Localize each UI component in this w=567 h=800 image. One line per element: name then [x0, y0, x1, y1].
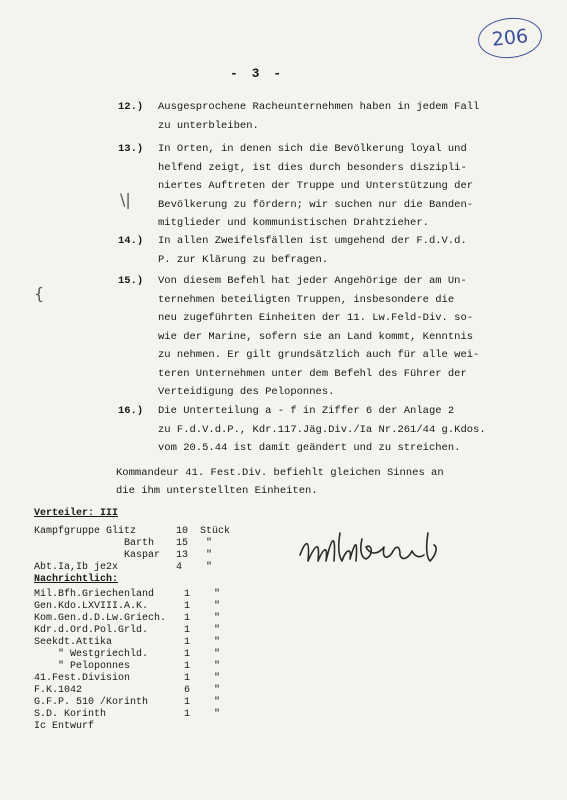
item-text — [158, 98, 518, 135]
item-text — [158, 232, 518, 269]
distribution-unit: " — [206, 538, 213, 549]
info-count: 1 — [184, 673, 191, 684]
info-name: Ic Entwurf — [34, 721, 95, 732]
info-unit: " — [214, 697, 221, 708]
item-line: Bevölkerung zu fördern; wir suchen nur die Banden- — [158, 198, 474, 211]
item-number: 16.) — [118, 405, 144, 417]
item-text — [158, 140, 518, 233]
distribution-header: Verteiler: III — [34, 508, 119, 519]
item-line: zu F.d.V.d.P., Kdr.117.Jäg.Div./Ia Nr.261/44 g.Kdos. — [158, 423, 486, 436]
item-line: In Orten, in denen sich die Bevölkerung loyal und — [158, 143, 467, 155]
page-number: - 3 - — [230, 66, 285, 81]
info-unit: " — [214, 685, 221, 696]
info-count: 6 — [184, 685, 191, 696]
closing-line: die ihm unterstellten Einheiten. — [116, 485, 318, 497]
item-text — [158, 272, 518, 402]
info-count: 1 — [184, 637, 191, 648]
archive-stamp: 206 — [476, 15, 544, 61]
item-line: In allen Zweifelsfällen ist umgehend der F.d.V.d. — [158, 235, 467, 247]
distribution-count: 4 — [176, 562, 183, 573]
info-name: Gen.Kdo.LXVIII.A.K. — [34, 601, 149, 612]
item-line: mitglieder und kommunistischen Drahtzieher. — [158, 217, 429, 229]
info-name: G.F.P. 510 /Korinth — [34, 697, 149, 708]
info-count: 1 — [184, 649, 191, 660]
distribution-unit: " — [206, 562, 213, 573]
info-unit: " — [214, 649, 221, 660]
info-count: 1 — [184, 613, 191, 624]
distribution-name: Barth — [124, 538, 155, 549]
info-name: S.D. Korinth — [34, 709, 107, 720]
distribution-count: 15 — [176, 538, 189, 549]
info-name: Kom.Gen.d.D.Lw.Griech. — [34, 613, 167, 624]
info-unit: " — [214, 613, 221, 624]
item-line: Die Unterteilung a - f in Ziffer 6 der Anlage 2 — [158, 405, 455, 417]
info-name: Mil.Bfh.Griechenland — [34, 589, 155, 600]
info-name: Seekdt.Attika — [34, 637, 113, 648]
distribution-unit: " — [206, 550, 213, 561]
info-count: 1 — [184, 589, 191, 600]
distribution-count: 13 — [176, 550, 189, 561]
distribution-name: Kampfgruppe Glitz — [34, 526, 137, 537]
info-name: " Peloponnes — [58, 661, 131, 672]
item-line: ternehmen beteiligten Truppen, insbesondere die — [158, 293, 455, 306]
item-line: neu zugeführten Einheiten der 11. Lw.Feld-Div. so- — [158, 312, 474, 324]
item-line: wie der Marine, sofern sie an Land kommt, Kenntnis — [158, 330, 474, 343]
item-line: Verteidigung des Peloponnes. — [158, 386, 335, 398]
item-line: helfend zeigt, ist dies durch besonders diszipli- — [158, 161, 467, 174]
item-line: zu unterbleiben. — [158, 119, 259, 132]
info-name: F.K.1042 — [34, 685, 83, 696]
info-count: 1 — [184, 709, 191, 720]
item-text — [158, 402, 518, 458]
info-unit: " — [214, 637, 221, 648]
item-number: 15.) — [118, 275, 144, 287]
info-count: 1 — [184, 697, 191, 708]
info-unit: " — [214, 673, 221, 684]
distribution-name: Kaspar — [124, 550, 161, 561]
margin-bracket-icon: { — [34, 284, 45, 303]
item-number: 13.) — [118, 143, 144, 155]
info-name: " Westgriechld. — [58, 649, 149, 660]
info-count: 1 — [184, 661, 191, 672]
item-line: P. zur Klärung zu befragen. — [158, 253, 329, 266]
info-name: Kdr.d.Ord.Pol.Grld. — [34, 625, 149, 636]
item-line: vom 20.5.44 ist damit geändert und zu streichen. — [158, 442, 461, 454]
distribution-name: Abt.Ia,Ib je2x — [34, 562, 119, 573]
item-number: 14.) — [118, 235, 144, 247]
distribution-count: 10 — [176, 526, 189, 537]
distribution-unit: Stück — [200, 526, 231, 537]
margin-mark-icon: \| — [120, 190, 131, 209]
closing-line: Kommandeur 41. Fest.Div. befiehlt gleichen Sinnes an — [116, 467, 444, 479]
info-unit: " — [214, 625, 221, 636]
info-count: 1 — [184, 601, 191, 612]
info-unit: " — [214, 661, 221, 672]
item-line: zu nehmen. Er gilt grundsätzlich auch für alle wei- — [158, 349, 480, 361]
info-unit: " — [214, 709, 221, 720]
info-unit: " — [214, 589, 221, 600]
item-number: 12.) — [118, 101, 144, 113]
info-header: Nachrichtlich: — [34, 574, 119, 585]
item-line: Von diesem Befehl hat jeder Angehörige der am Un- — [158, 275, 467, 287]
item-line: teren Unternehmen unter dem Befehl des Führer der — [158, 367, 467, 380]
item-line: Ausgesprochene Racheunternehmen haben in jedem Fall — [158, 101, 480, 113]
info-count: 1 — [184, 625, 191, 636]
info-name: 41.Fest.Division — [34, 673, 131, 684]
signature — [296, 525, 466, 575]
info-unit: " — [214, 601, 221, 612]
item-line: niertes Auftreten der Truppe und Unterstützung der — [158, 180, 474, 192]
